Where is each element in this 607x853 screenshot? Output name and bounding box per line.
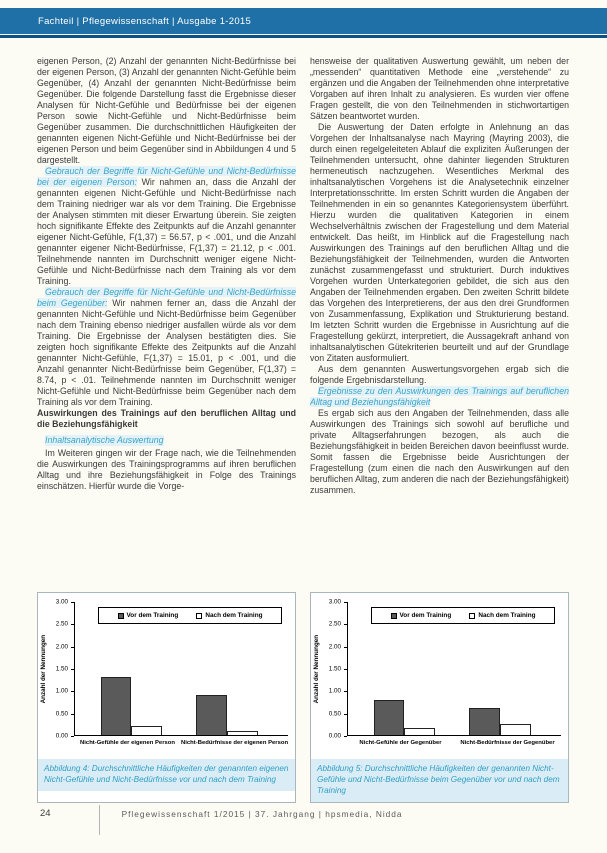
figure-caption: Abbildung 4: Durchschnittliche Häufigkeiten der genannten eigenen Nicht-Gefühle und Nicht-Bedürfnisse vor und nach dem Training (38, 759, 295, 791)
left-column (37, 56, 296, 588)
legend-entry (196, 612, 262, 619)
legend-marker-icon (469, 613, 475, 619)
legend-entry (118, 612, 179, 619)
figure-caption: Abbildung 5: Durchschnittliche Häufigkeiten der genannten Nicht-Gefühle und Nicht-Bedürfnisse beim Gegenüber vor und nach dem Training (311, 759, 568, 802)
legend-marker-icon (391, 613, 397, 619)
y-tick-label: 3.00 (328, 598, 341, 606)
y-tick-mark (344, 736, 347, 737)
subsection-heading: Inhaltsanalytische Auswertung (45, 435, 164, 445)
paragraph: eigenen Person, (2) Anzahl der genannten Nicht-Bedürfnisse bei der eigenen Person, (3) Anzahl der genannten Nicht-Gefühle beim Gegenüber, (4) Anzahl der genannten Nicht-Bedürfnisse beim Gegenüber. Die folgende Darstellung fasst die Ergebnisse dieser Analysen für Nicht-Gefühle und Bedürfnisse bei der eigenen Person sowie Nicht-Gefühle und Nicht-Bedürfnisse beim Gegenüber zusammen. Die durchschnittlichen Häufigkeiten der genannten eigenen Nicht-Gefühle und Nicht-Bedürfnisse bei der eigenen Person und beim Gegenüber sind in Abbildungen 4 und 5 dargestellt. (37, 56, 296, 165)
paragraph-with-runin-heading (310, 386, 569, 408)
bar-chart-abbildung-4 (38, 593, 295, 759)
figure-abbildung-4 (37, 592, 296, 803)
footer-divider (99, 805, 100, 835)
paragraph: hensweise der qualitativen Auswertung gewählt, um neben der „messenden“ quantitativen Methode eine „verstehende“ zu ergänzen und die Angaben der Teilnehmenden ohne interpretative Vorgaben auf ihren Inhalt zu analysieren. Es wurden vier offene Fragen gestellt, die von den Teilnehmenden in stichwortartigen Sätzen beantwortet wurden. (310, 56, 569, 121)
bar-nach (227, 731, 258, 735)
runin-heading: Gebrauch der Begriffe für Nicht-Gefühle und Nicht-Bedürfnisse beim Gegenüber: (37, 287, 296, 308)
y-tick-label: 0.00 (55, 732, 68, 740)
paragraph: Die Auswertung der Daten erfolgte in Anlehnung an das Vorgehen der Inhaltsanalyse nach Mayring (Mayring 2003), die durch einen regelgeleiteten Ablauf die expliziten Äußerungen der Teilnehmenden untersucht, ohne dahinter liegenden Strukturen hermeneutisch nachzugehen. Wesentliches Merkmal des inhaltsanalytischen Vorgehens ist die Analysetechnik einzelner Interpretationsschritte. Im ersten Schritt wurden die Angaben der Teilnehmenden in ein so genanntes Kategoriensystem überführt. Hierzu wurden die qualitativen Kategorien in einem Wechselverhältnis zwischen der Fragestellung und dem Material entwickelt. Das heißt, im Hinblick auf die Fragestellung nach Auswirkungen des Trainings auf den beruflichen Alltag und die Beziehungsfähigkeit der Teilnehmenden, wurden die Antworten zunächst zusammengefasst und strukturiert. Durch induktives Vorgehen wurden Unterkategorien gebildet, die sich aus den Angaben der Teilnehmenden ergaben. Den zweiten Schritt bildete das Vorgehen des Interpretierens, der aus den drei Grundformen von Zusammenfassung, Explikation und Strukturierung bestand. Im letzten Schritt wurden die Ergebnisse in Ausrichtung auf die Fragestellung gekürzt, interpretiert, die Aussagekraft anhand von inhaltsanalytischen Gütekriterien beurteilt und auf der Grundlage von Zitaten ausformuliert. (310, 122, 569, 363)
y-tick-label: 3.00 (55, 598, 68, 606)
bar-chart-abbildung-5 (311, 593, 568, 759)
figure-abbildung-5 (310, 592, 569, 803)
figures-row (37, 592, 570, 803)
header-accent-line (0, 35, 607, 38)
bar-vor (374, 700, 405, 735)
y-tick-label: 2.50 (55, 620, 68, 628)
x-category-label: Nicht-Bedürfnisse der Gegenüber (460, 740, 555, 746)
bar-vor (469, 708, 500, 735)
bar-nach (131, 726, 162, 735)
x-axis-labels (347, 740, 561, 752)
plot-area (347, 602, 561, 736)
runin-heading: Ergebnisse zu den Auswirkungen des Trainings auf beruflichen Alltag und Beziehungsfähigkeit (310, 386, 569, 407)
bar-vor (101, 677, 132, 735)
y-axis-title: Anzahl der Nennungen (40, 634, 47, 704)
paragraph-with-runin-heading (37, 166, 296, 287)
plot-area (74, 602, 288, 736)
y-tick-label: 1.00 (55, 687, 68, 695)
legend-label: Vor dem Training (399, 612, 452, 619)
paragraph-text: Wir nahmen ferner an, dass die Anzahl der genannten Nicht-Gefühle und Nicht-Bedürfnisse beim Gegenüber nach dem Training ebenso niedriger ausfallen würde als vor dem Training. Die Ergebnisse der Analysen bestätigten dies. Sie zeigten hoch signifikante Effekte des Zeitpunkts auf die Anzahl genannter Nicht-Gefühle, F(1,37) = 15.01, p < .001, und die Anzahl genannter Nicht-Bedürfnisse beim Gegenüber, F(1,37) = 8.74, p < .01. Teilnehmende nannten im Durchschnitt weniger Nicht-Gefühle und Nicht-Bedürfnisse beim Gegenüber nach dem Training als vor dem Training. (37, 298, 296, 407)
x-category-label: Nicht-Bedürfnisse der eigenen Person (181, 740, 288, 746)
bar-nach (500, 724, 531, 735)
legend-entry (391, 612, 452, 619)
paragraph-text: Wir nahmen an, dass die Anzahl der genannten eigenen Nicht-Gefühle und Nicht-Bedürfnisse nach dem Training niedriger war als vor dem Training. Die Ergebnisse der Analysen stimmten mit dieser Erwartung überein. Sie zeigten hoch signifikante Effekte des Zeitpunkts auf die Anzahl genannter eigener Nicht-Gefühle, F(1,37) = 56.57, p < .001, und die Anzahl genannter eigener Nicht-Bedürfnisse, F(1,37) = 21.12, p < .001. Teilnehmende nannten im Durchschnitt weniger eigene Nicht-Gefühle und Nicht-Bedürfnisse nach dem Training als vor dem Training. (37, 177, 296, 286)
x-category-label: Nicht-Gefühle der Gegenüber (359, 740, 442, 746)
runin-heading: Gebrauch der Begriffe für Nicht-Gefühle und Nicht-Bedürfnisse bei der eigenen Person: (37, 166, 296, 187)
legend-marker-icon (118, 613, 124, 619)
x-category-label: Nicht-Gefühle der eigenen Person (80, 740, 175, 746)
legend-label: Vor dem Training (126, 612, 179, 619)
y-tick-label: 0.50 (328, 710, 341, 718)
legend-marker-icon (196, 613, 202, 619)
y-tick-label: 0.50 (55, 710, 68, 718)
paragraph: Im Weiteren gingen wir der Frage nach, wie die Teilnehmenden die Auswirkungen des Trainingsprogramms auf ihren beruflichen Alltag und ihre Beziehungsfähigkeit in Folge des Trainings einschätzen. Hierfür wurde die Vorge- (37, 448, 296, 491)
header-title: Fachteil | Pflegewissenschaft | Ausgabe 1-2015 (38, 15, 252, 27)
y-tick-label: 2.00 (328, 643, 341, 651)
y-tick-mark (71, 736, 74, 737)
legend-label: Nach dem Training (478, 612, 536, 619)
y-tick-label: 1.50 (328, 665, 341, 673)
y-tick-label: 2.50 (328, 620, 341, 628)
y-tick-label: 1.50 (55, 665, 68, 673)
section-heading: Auswirkungen des Trainings auf den beruflichen Alltag und die Beziehungsfähigkeit (37, 408, 296, 429)
y-tick-label: 2.00 (55, 643, 68, 651)
bar-vor (196, 695, 227, 735)
legend-entry (469, 612, 535, 619)
page-header-bar (0, 8, 607, 34)
chart-legend (98, 607, 281, 624)
paragraph-with-runin-heading (37, 287, 296, 408)
right-column (310, 56, 569, 588)
article-body (37, 56, 570, 588)
x-axis-labels (74, 740, 288, 752)
paragraph: Aus dem genannten Auswertungsvorgehen ergab sich die folgende Ergebnisdarstellung. (310, 364, 569, 385)
y-axis-title: Anzahl der Nennungen (313, 634, 320, 704)
bar-nach (404, 728, 435, 735)
y-tick-label: 1.00 (328, 687, 341, 695)
page-number: 24 (40, 808, 51, 819)
page-footer (0, 805, 607, 839)
y-tick-label: 0.00 (328, 732, 341, 740)
legend-label: Nach dem Training (205, 612, 263, 619)
chart-legend (371, 607, 554, 624)
journal-info: Pflegewissenschaft 1/2015 | 37. Jahrgang | hpsmedia, Nidda (121, 809, 403, 819)
paragraph: Es ergab sich aus den Angaben der Teilnehmenden, dass alle Auswirkungen des Trainings sich sowohl auf berufliche und private Alltagserfahrungen bezogen, als auch die Beziehungsfähigkeit in beiden Bereichen davon beeinflusst wurde. Somit fassen die Ergebnisse beide Ausrichtungen der Fragestellung (zum einen die nach den Auswirkungen auf den beruflichen Alltag, zum anderen die nach der Beziehungsfähigkeit) zusammen. (310, 408, 569, 495)
